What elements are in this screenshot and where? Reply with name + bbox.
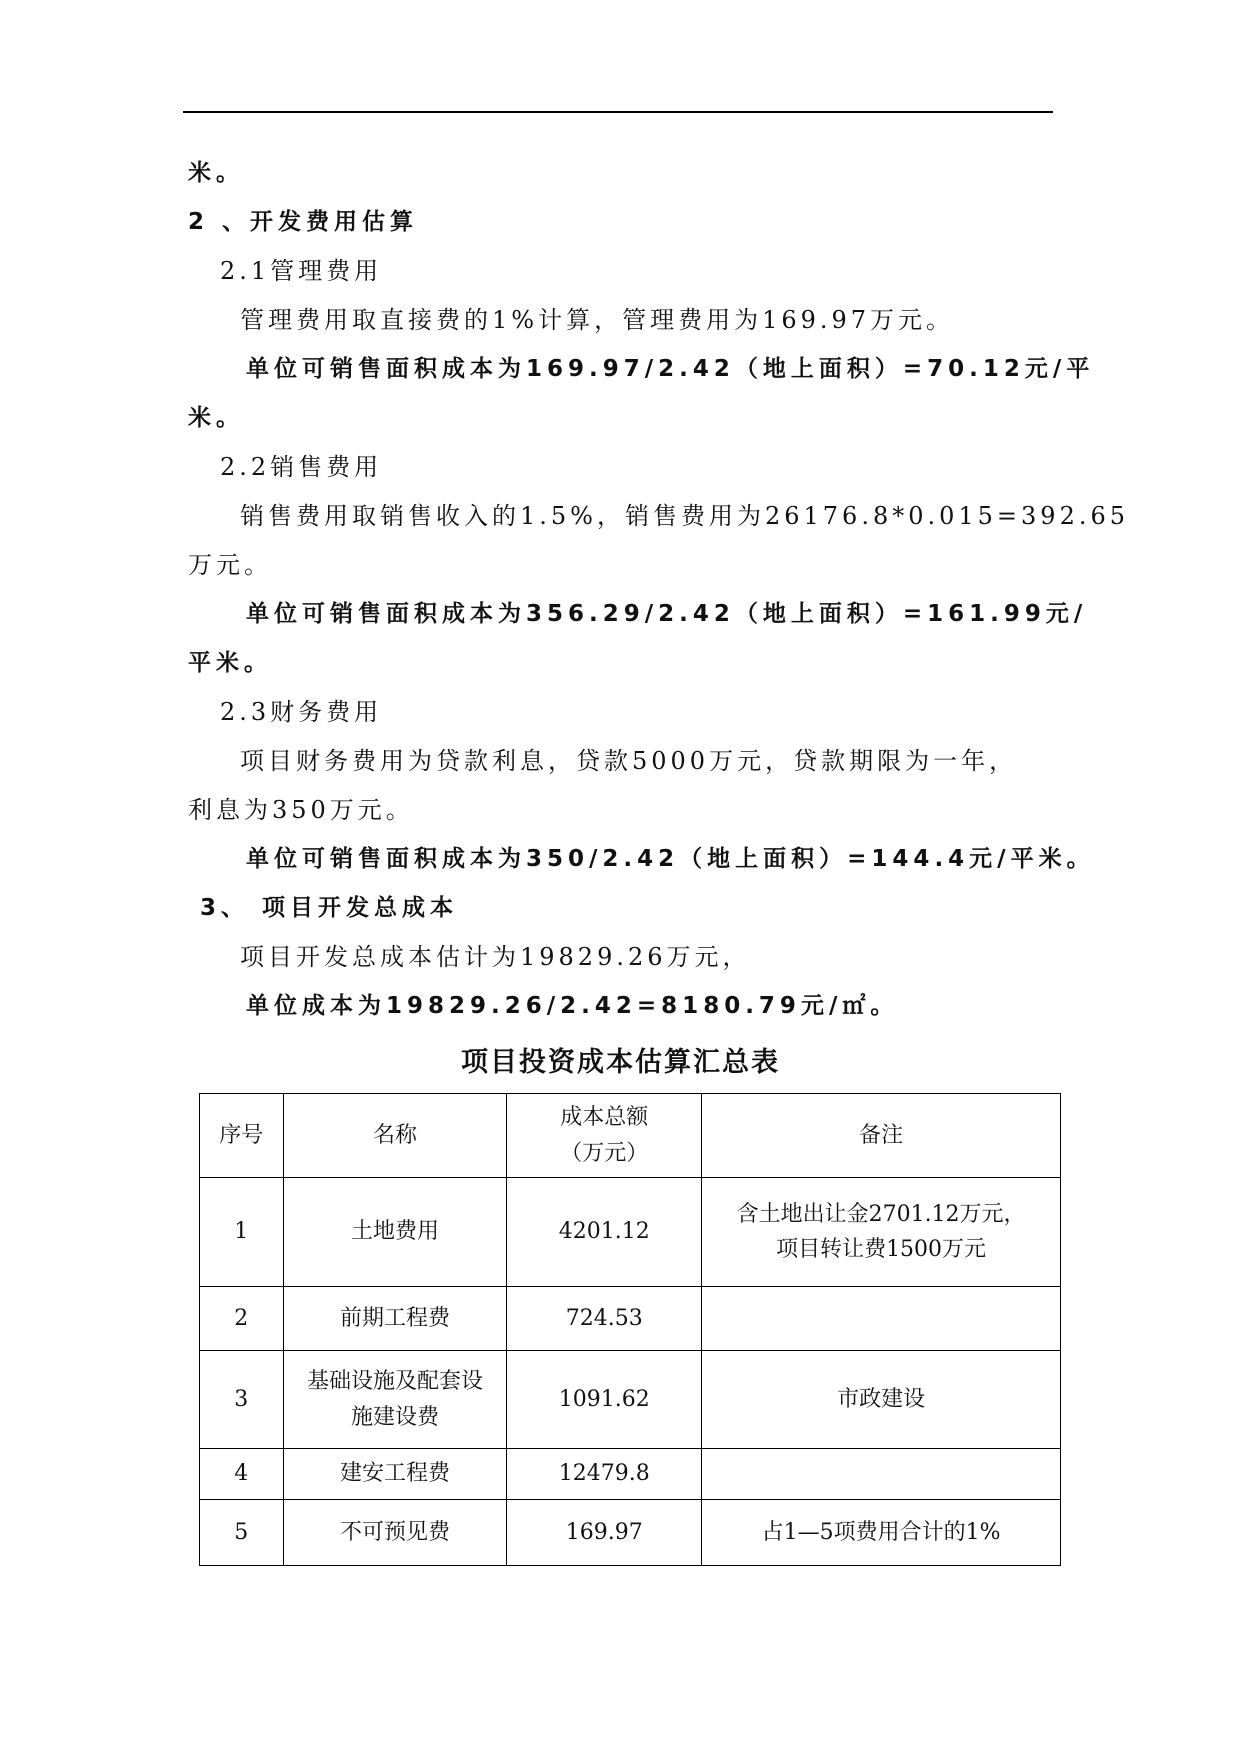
- table-row: [200, 1351, 1061, 1449]
- table-cell: 4: [200, 1449, 284, 1500]
- table-cell: 1091.62: [507, 1351, 702, 1449]
- cost-summary-table: [199, 1093, 1061, 1566]
- table-cell: [702, 1287, 1061, 1351]
- subsection-heading: 2.3财务费用: [220, 698, 383, 726]
- text-line: 米。: [188, 160, 244, 186]
- text-line-bold: 单位成本为19829.26/2.42=8180.79元/㎡。: [246, 993, 899, 1019]
- text-line-bold: 米。: [188, 405, 244, 431]
- header-cell: 名称: [283, 1094, 507, 1178]
- header-cell: 备注: [702, 1094, 1061, 1178]
- table-cell: 5: [200, 1500, 284, 1566]
- table-cell: 土地费用: [283, 1178, 507, 1287]
- text-line: 项目财务费用为贷款利息，贷款5000万元，贷款期限为一年，: [240, 747, 1018, 775]
- text-line-bold: 单位可销售面积成本为350/2.42（地上面积）=144.4元/平米。: [246, 846, 1095, 872]
- text-line: 项目开发总成本估计为19829.26万元，: [240, 943, 751, 971]
- text-line: 万元。: [188, 551, 272, 579]
- table-cell: [702, 1449, 1061, 1500]
- table-cell: 1: [200, 1178, 284, 1287]
- text-line-bold: 单位可销售面积成本为169.97/2.42（地上面积）=70.12元/平: [246, 356, 1095, 382]
- table-header-row: [200, 1094, 1061, 1178]
- text-line-bold: 单位可销售面积成本为356.29/2.42（地上面积）=161.99元/: [246, 601, 1088, 627]
- table-cell: 12479.8: [507, 1449, 702, 1500]
- text-line: 管理费用取直接费的1%计算，管理费用为169.97万元。: [240, 306, 955, 334]
- header-cell: 成本总额 （万元）: [507, 1094, 702, 1178]
- text-line: 利息为350万元。: [188, 796, 414, 824]
- section-heading: 3、 项目开发总成本: [200, 895, 459, 921]
- table-cell: 建安工程费: [283, 1449, 507, 1500]
- table-cell: 基础设施及配套设 施建设费: [283, 1351, 507, 1449]
- table-row: [200, 1178, 1061, 1287]
- table-cell: 含土地出让金2701.12万元， 项目转让费1500万元: [702, 1178, 1061, 1287]
- table-cell: 3: [200, 1351, 284, 1449]
- table-cell: 169.97: [507, 1500, 702, 1566]
- subsection-heading: 2.2销售费用: [220, 453, 383, 481]
- subsection-heading: 2.1管理费用: [220, 257, 383, 285]
- table-cell: 不可预见费: [283, 1500, 507, 1566]
- table-cell: 市政建设: [702, 1351, 1061, 1449]
- header-cell: 序号: [200, 1094, 284, 1178]
- table-caption: 项目投资成本估算汇总表: [461, 1047, 780, 1078]
- table-row: [200, 1500, 1061, 1566]
- table-row: [200, 1287, 1061, 1351]
- header-rule: [183, 111, 1053, 113]
- table-cell: 724.53: [507, 1287, 702, 1351]
- section-heading: 2 、开发费用估算: [188, 209, 419, 235]
- table-cell: 4201.12: [507, 1178, 702, 1287]
- table-cell: 2: [200, 1287, 284, 1351]
- table-row: [200, 1449, 1061, 1500]
- text-line-bold: 平米。: [188, 650, 272, 676]
- text-line: 销售费用取销售收入的1.5%，销售费用为26176.8*0.015=392.65: [240, 502, 1130, 530]
- table-cell: 占1—5项费用合计的1%: [702, 1500, 1061, 1566]
- table-cell: 前期工程费: [283, 1287, 507, 1351]
